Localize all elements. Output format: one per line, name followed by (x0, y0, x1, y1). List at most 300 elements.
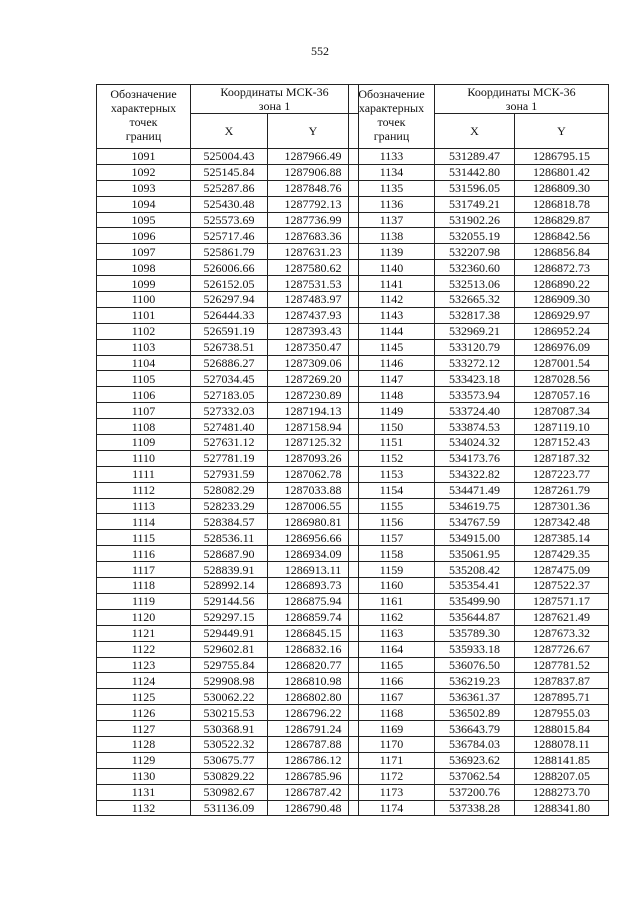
table-row (349, 435, 609, 451)
y-coordinate-cell: 1286913.11 (268, 562, 359, 578)
point-number-cell: 1146 (349, 355, 435, 371)
table-row (349, 578, 609, 594)
y-coordinate-cell: 1287483.97 (268, 292, 359, 308)
y-coordinate-cell: 1286929.97 (515, 307, 609, 323)
x-coordinate-cell: 533573.94 (435, 387, 515, 403)
point-number-cell: 1137 (349, 212, 435, 228)
table-row (97, 435, 359, 451)
x-coordinate-cell: 531289.47 (435, 149, 515, 165)
x-coordinate-cell: 525287.86 (191, 180, 268, 196)
point-number-cell: 1145 (349, 339, 435, 355)
point-number-cell: 1171 (349, 752, 435, 768)
table-row (97, 482, 359, 498)
y-coordinate-cell: 1286795.15 (515, 149, 609, 165)
table-row (349, 736, 609, 752)
x-coordinate-cell: 527034.45 (191, 371, 268, 387)
table-row (97, 800, 359, 816)
point-number-cell: 1096 (97, 228, 191, 244)
table-row (97, 228, 359, 244)
table-row (349, 196, 609, 212)
point-number-cell: 1133 (349, 149, 435, 165)
x-coordinate-cell: 532513.06 (435, 276, 515, 292)
y-coordinate-cell: 1287437.93 (268, 307, 359, 323)
point-number-cell: 1098 (97, 260, 191, 276)
table-row (349, 657, 609, 673)
x-coordinate-cell: 535061.95 (435, 546, 515, 562)
x-coordinate-cell: 528839.91 (191, 562, 268, 578)
x-coordinate-cell: 526738.51 (191, 339, 268, 355)
y-column-header: Y (515, 114, 609, 149)
table-row (97, 419, 359, 435)
y-coordinate-cell: 1286890.22 (515, 276, 609, 292)
table-row (349, 292, 609, 308)
x-coordinate-cell: 534322.82 (435, 466, 515, 482)
point-number-cell: 1165 (349, 657, 435, 673)
point-number-cell: 1132 (97, 800, 191, 816)
table-row (349, 228, 609, 244)
table-row (97, 403, 359, 419)
point-number-cell: 1102 (97, 323, 191, 339)
point-number-cell: 1154 (349, 482, 435, 498)
y-coordinate-cell: 1287522.37 (515, 578, 609, 594)
table-row (349, 593, 609, 609)
table-row (97, 673, 359, 689)
table-row (97, 466, 359, 482)
y-coordinate-cell: 1286875.94 (268, 593, 359, 609)
table-row (97, 450, 359, 466)
y-coordinate-cell: 1287966.49 (268, 149, 359, 165)
table-row (97, 593, 359, 609)
y-coordinate-cell: 1287848.76 (268, 180, 359, 196)
point-number-cell: 1091 (97, 149, 191, 165)
table-row (349, 546, 609, 562)
y-coordinate-cell: 1287571.17 (515, 593, 609, 609)
table-row (97, 212, 359, 228)
y-coordinate-cell: 1286980.81 (268, 514, 359, 530)
table-row (97, 164, 359, 180)
x-coordinate-cell: 530368.91 (191, 721, 268, 737)
y-coordinate-cell: 1287057.16 (515, 387, 609, 403)
point-number-cell: 1138 (349, 228, 435, 244)
point-number-cell: 1131 (97, 784, 191, 800)
point-number-cell: 1126 (97, 705, 191, 721)
x-coordinate-cell: 536784.03 (435, 736, 515, 752)
x-coordinate-cell: 537200.76 (435, 784, 515, 800)
x-coordinate-cell: 529449.91 (191, 625, 268, 641)
point-number-cell: 1119 (97, 593, 191, 609)
y-coordinate-cell: 1287119.10 (515, 419, 609, 435)
table-row (97, 736, 359, 752)
coordinates-table-right (348, 84, 609, 816)
x-coordinate-cell: 529602.81 (191, 641, 268, 657)
x-coordinate-cell: 527631.12 (191, 435, 268, 451)
table-row (349, 149, 609, 165)
table-row (97, 387, 359, 403)
point-number-cell: 1128 (97, 736, 191, 752)
table-row (349, 705, 609, 721)
table-row (97, 546, 359, 562)
x-coordinate-cell: 533272.12 (435, 355, 515, 371)
coord-system-header: Координаты МСК-36 зона 1 (435, 85, 609, 114)
table-row (97, 323, 359, 339)
point-number-cell: 1127 (97, 721, 191, 737)
x-coordinate-cell: 534471.49 (435, 482, 515, 498)
point-number-cell: 1093 (97, 180, 191, 196)
x-coordinate-cell: 525573.69 (191, 212, 268, 228)
table-row (97, 641, 359, 657)
coord-system-header: Координаты МСК-36 зона 1 (191, 85, 359, 114)
y-coordinate-cell: 1287726.67 (515, 641, 609, 657)
x-coordinate-cell: 535933.18 (435, 641, 515, 657)
x-coordinate-cell: 527481.40 (191, 419, 268, 435)
table-row (97, 562, 359, 578)
x-coordinate-cell: 534024.32 (435, 435, 515, 451)
x-coordinate-cell: 528536.11 (191, 530, 268, 546)
x-coordinate-cell: 531596.05 (435, 180, 515, 196)
y-coordinate-cell: 1287087.34 (515, 403, 609, 419)
y-coordinate-cell: 1286785.96 (268, 768, 359, 784)
table-row (349, 800, 609, 816)
point-number-cell: 1125 (97, 689, 191, 705)
y-coordinate-cell: 1287187.32 (515, 450, 609, 466)
y-coordinate-cell: 1287028.56 (515, 371, 609, 387)
point-number-cell: 1099 (97, 276, 191, 292)
table-row (349, 768, 609, 784)
x-coordinate-cell: 533724.40 (435, 403, 515, 419)
point-number-cell: 1113 (97, 498, 191, 514)
x-coordinate-cell: 526591.19 (191, 323, 268, 339)
table-row (97, 689, 359, 705)
y-coordinate-cell: 1288015.84 (515, 721, 609, 737)
x-coordinate-cell: 535644.87 (435, 609, 515, 625)
point-number-cell: 1142 (349, 292, 435, 308)
x-coordinate-cell: 535789.30 (435, 625, 515, 641)
x-coordinate-cell: 536076.50 (435, 657, 515, 673)
point-number-cell: 1172 (349, 768, 435, 784)
point-label-header: Обозначение характерных точек границ (349, 85, 435, 149)
table-row (349, 466, 609, 482)
table-row (349, 482, 609, 498)
y-coordinate-cell: 1286786.12 (268, 752, 359, 768)
y-coordinate-cell: 1286934.09 (268, 546, 359, 562)
point-number-cell: 1101 (97, 307, 191, 323)
point-number-cell: 1149 (349, 403, 435, 419)
table-row (97, 196, 359, 212)
y-coordinate-cell: 1287837.87 (515, 673, 609, 689)
x-coordinate-cell: 528233.29 (191, 498, 268, 514)
table-row (97, 355, 359, 371)
x-coordinate-cell: 533423.18 (435, 371, 515, 387)
y-coordinate-cell: 1287631.23 (268, 244, 359, 260)
x-coordinate-cell: 535499.90 (435, 593, 515, 609)
point-number-cell: 1106 (97, 387, 191, 403)
x-coordinate-cell: 527332.03 (191, 403, 268, 419)
x-coordinate-cell: 535354.41 (435, 578, 515, 594)
point-number-cell: 1163 (349, 625, 435, 641)
y-coordinate-cell: 1286976.09 (515, 339, 609, 355)
x-coordinate-cell: 526006.66 (191, 260, 268, 276)
x-coordinate-cell: 528687.90 (191, 546, 268, 562)
point-number-cell: 1118 (97, 578, 191, 594)
y-coordinate-cell: 1287093.26 (268, 450, 359, 466)
x-coordinate-cell: 532817.38 (435, 307, 515, 323)
table-row (349, 641, 609, 657)
point-number-cell: 1120 (97, 609, 191, 625)
point-number-cell: 1122 (97, 641, 191, 657)
table-row (97, 292, 359, 308)
y-coordinate-cell: 1286842.56 (515, 228, 609, 244)
point-number-cell: 1110 (97, 450, 191, 466)
table-row (349, 514, 609, 530)
y-coordinate-cell: 1287393.43 (268, 323, 359, 339)
point-label-header: Обозначение характерных точек границ (97, 85, 191, 149)
table-row (349, 323, 609, 339)
x-coordinate-cell: 531749.21 (435, 196, 515, 212)
point-number-cell: 1153 (349, 466, 435, 482)
x-coordinate-cell: 526886.27 (191, 355, 268, 371)
table-row (349, 752, 609, 768)
y-coordinate-cell: 1287062.78 (268, 466, 359, 482)
table-row (349, 689, 609, 705)
point-number-cell: 1160 (349, 578, 435, 594)
table-row (97, 768, 359, 784)
y-coordinate-cell: 1287792.13 (268, 196, 359, 212)
point-number-cell: 1116 (97, 546, 191, 562)
point-number-cell: 1147 (349, 371, 435, 387)
y-coordinate-cell: 1286829.87 (515, 212, 609, 228)
y-coordinate-cell: 1287152.43 (515, 435, 609, 451)
y-coordinate-cell: 1287230.89 (268, 387, 359, 403)
x-coordinate-cell: 526152.05 (191, 276, 268, 292)
table-row (349, 673, 609, 689)
point-number-cell: 1155 (349, 498, 435, 514)
table-row (97, 371, 359, 387)
y-coordinate-cell: 1286787.42 (268, 784, 359, 800)
point-number-cell: 1143 (349, 307, 435, 323)
x-coordinate-cell: 526297.94 (191, 292, 268, 308)
point-number-cell: 1134 (349, 164, 435, 180)
table-row (97, 339, 359, 355)
x-coordinate-cell: 532360.60 (435, 260, 515, 276)
y-coordinate-cell: 1286856.84 (515, 244, 609, 260)
y-coordinate-cell: 1288141.85 (515, 752, 609, 768)
table-row (97, 784, 359, 800)
x-coordinate-cell: 528384.57 (191, 514, 268, 530)
table-row (349, 276, 609, 292)
point-number-cell: 1130 (97, 768, 191, 784)
x-coordinate-cell: 534767.59 (435, 514, 515, 530)
point-number-cell: 1092 (97, 164, 191, 180)
point-number-cell: 1170 (349, 736, 435, 752)
y-coordinate-cell: 1286787.88 (268, 736, 359, 752)
point-number-cell: 1114 (97, 514, 191, 530)
y-coordinate-cell: 1286820.77 (268, 657, 359, 673)
x-coordinate-cell: 537338.28 (435, 800, 515, 816)
y-coordinate-cell: 1287429.35 (515, 546, 609, 562)
x-coordinate-cell: 529908.98 (191, 673, 268, 689)
point-number-cell: 1135 (349, 180, 435, 196)
point-number-cell: 1115 (97, 530, 191, 546)
table-row (97, 721, 359, 737)
y-coordinate-cell: 1286802.80 (268, 689, 359, 705)
y-coordinate-cell: 1288273.70 (515, 784, 609, 800)
x-coordinate-cell: 531902.26 (435, 212, 515, 228)
table-row (97, 609, 359, 625)
y-coordinate-cell: 1286845.15 (268, 625, 359, 641)
y-coordinate-cell: 1286952.24 (515, 323, 609, 339)
y-coordinate-cell: 1288341.80 (515, 800, 609, 816)
coordinates-table-left (96, 84, 359, 816)
y-coordinate-cell: 1287269.20 (268, 371, 359, 387)
table-row (349, 164, 609, 180)
y-coordinate-cell: 1287194.13 (268, 403, 359, 419)
table-row (97, 307, 359, 323)
table-row (349, 784, 609, 800)
y-coordinate-cell: 1287906.88 (268, 164, 359, 180)
point-number-cell: 1124 (97, 673, 191, 689)
x-coordinate-cell: 525430.48 (191, 196, 268, 212)
table-row (349, 355, 609, 371)
point-number-cell: 1166 (349, 673, 435, 689)
x-coordinate-cell: 527931.59 (191, 466, 268, 482)
table-row (97, 752, 359, 768)
point-number-cell: 1173 (349, 784, 435, 800)
point-number-cell: 1158 (349, 546, 435, 562)
point-number-cell: 1097 (97, 244, 191, 260)
y-coordinate-cell: 1287223.77 (515, 466, 609, 482)
table-row (349, 244, 609, 260)
table-row (349, 625, 609, 641)
y-coordinate-cell: 1287309.06 (268, 355, 359, 371)
x-coordinate-cell: 536361.37 (435, 689, 515, 705)
x-coordinate-cell: 526444.33 (191, 307, 268, 323)
y-coordinate-cell: 1287781.52 (515, 657, 609, 673)
point-number-cell: 1164 (349, 641, 435, 657)
x-coordinate-cell: 530062.22 (191, 689, 268, 705)
table-row (97, 260, 359, 276)
x-coordinate-cell: 532207.98 (435, 244, 515, 260)
x-coordinate-cell: 528082.29 (191, 482, 268, 498)
point-number-cell: 1117 (97, 562, 191, 578)
x-coordinate-cell: 531442.80 (435, 164, 515, 180)
x-coordinate-cell: 537062.54 (435, 768, 515, 784)
x-coordinate-cell: 530982.67 (191, 784, 268, 800)
table-row (349, 530, 609, 546)
y-coordinate-cell: 1287955.03 (515, 705, 609, 721)
x-coordinate-cell: 533120.79 (435, 339, 515, 355)
y-coordinate-cell: 1286810.98 (268, 673, 359, 689)
y-coordinate-cell: 1287001.54 (515, 355, 609, 371)
table-row (349, 450, 609, 466)
x-coordinate-cell: 536643.79 (435, 721, 515, 737)
table-row (349, 498, 609, 514)
x-coordinate-cell: 536219.23 (435, 673, 515, 689)
table-row (349, 260, 609, 276)
point-number-cell: 1123 (97, 657, 191, 673)
table-row (349, 609, 609, 625)
x-coordinate-cell: 527781.19 (191, 450, 268, 466)
x-column-header: X (435, 114, 515, 149)
y-coordinate-cell: 1287673.32 (515, 625, 609, 641)
point-number-cell: 1144 (349, 323, 435, 339)
point-number-cell: 1174 (349, 800, 435, 816)
x-coordinate-cell: 532665.32 (435, 292, 515, 308)
table-row (349, 562, 609, 578)
y-coordinate-cell: 1286791.24 (268, 721, 359, 737)
point-number-cell: 1152 (349, 450, 435, 466)
x-coordinate-cell: 525145.84 (191, 164, 268, 180)
y-coordinate-cell: 1287895.71 (515, 689, 609, 705)
table-row (97, 657, 359, 673)
table-row (97, 625, 359, 641)
y-coordinate-cell: 1287033.88 (268, 482, 359, 498)
y-coordinate-cell: 1287683.36 (268, 228, 359, 244)
x-column-header: X (191, 114, 268, 149)
point-number-cell: 1162 (349, 609, 435, 625)
point-number-cell: 1156 (349, 514, 435, 530)
point-number-cell: 1112 (97, 482, 191, 498)
table-row (97, 244, 359, 260)
x-coordinate-cell: 536502.89 (435, 705, 515, 721)
y-column-header: Y (268, 114, 359, 149)
table-row (349, 212, 609, 228)
table-row (97, 498, 359, 514)
y-coordinate-cell: 1286859.74 (268, 609, 359, 625)
point-number-cell: 1148 (349, 387, 435, 403)
y-coordinate-cell: 1286790.48 (268, 800, 359, 816)
table-row (349, 371, 609, 387)
y-coordinate-cell: 1287621.49 (515, 609, 609, 625)
x-coordinate-cell: 533874.53 (435, 419, 515, 435)
x-coordinate-cell: 527183.05 (191, 387, 268, 403)
y-coordinate-cell: 1287125.32 (268, 435, 359, 451)
y-coordinate-cell: 1286796.22 (268, 705, 359, 721)
point-number-cell: 1141 (349, 276, 435, 292)
point-number-cell: 1129 (97, 752, 191, 768)
table-row (349, 721, 609, 737)
point-number-cell: 1157 (349, 530, 435, 546)
x-coordinate-cell: 529144.56 (191, 593, 268, 609)
point-number-cell: 1139 (349, 244, 435, 260)
y-coordinate-cell: 1288207.05 (515, 768, 609, 784)
x-coordinate-cell: 536923.62 (435, 752, 515, 768)
x-coordinate-cell: 525717.46 (191, 228, 268, 244)
x-coordinate-cell: 532969.21 (435, 323, 515, 339)
x-coordinate-cell: 530675.77 (191, 752, 268, 768)
x-coordinate-cell: 534619.75 (435, 498, 515, 514)
y-coordinate-cell: 1287580.62 (268, 260, 359, 276)
x-coordinate-cell: 532055.19 (435, 228, 515, 244)
y-coordinate-cell: 1287158.94 (268, 419, 359, 435)
table-row (97, 180, 359, 196)
point-number-cell: 1121 (97, 625, 191, 641)
table-row (97, 705, 359, 721)
y-coordinate-cell: 1286872.73 (515, 260, 609, 276)
point-number-cell: 1151 (349, 435, 435, 451)
point-number-cell: 1111 (97, 466, 191, 482)
y-coordinate-cell: 1287261.79 (515, 482, 609, 498)
point-number-cell: 1161 (349, 593, 435, 609)
page-number: 552 (311, 44, 329, 58)
table-row (97, 149, 359, 165)
x-coordinate-cell: 529297.15 (191, 609, 268, 625)
point-number-cell: 1105 (97, 371, 191, 387)
table-row (97, 578, 359, 594)
x-coordinate-cell: 534173.76 (435, 450, 515, 466)
y-coordinate-cell: 1286909.30 (515, 292, 609, 308)
point-number-cell: 1169 (349, 721, 435, 737)
y-coordinate-cell: 1286809.30 (515, 180, 609, 196)
